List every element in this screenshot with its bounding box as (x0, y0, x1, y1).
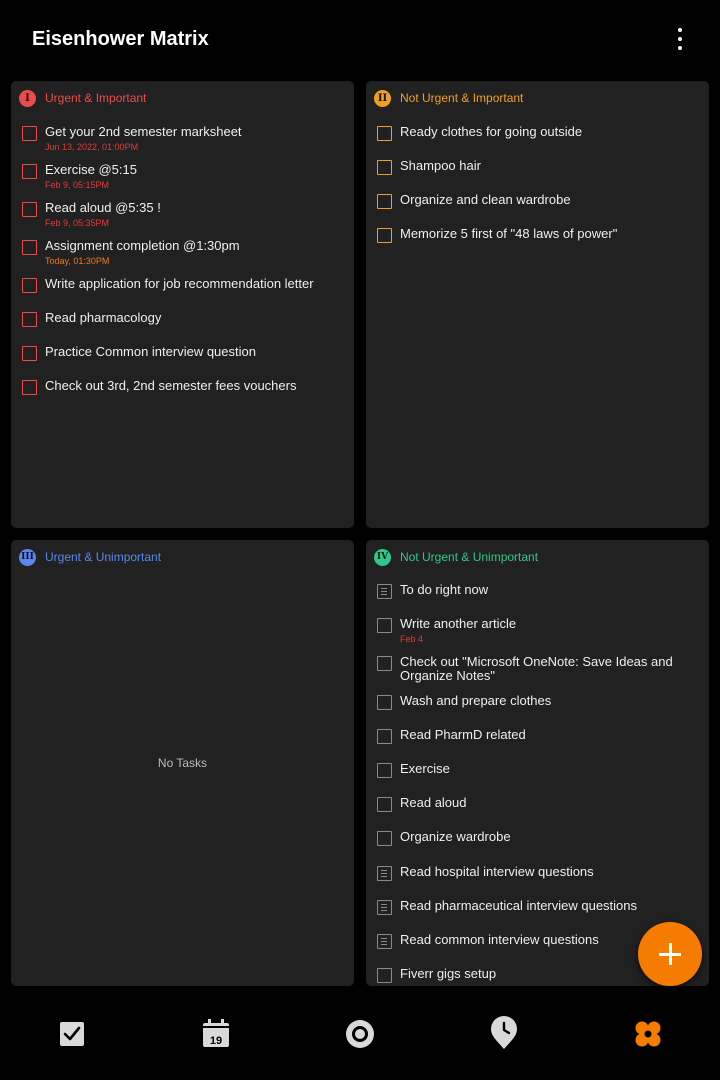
task-title: Check out 3rd, 2nd semester fees vouchers (45, 378, 297, 393)
task-checkbox[interactable] (22, 164, 37, 179)
task-title: Read aloud @5:35 ! (45, 200, 161, 215)
task-checkbox[interactable] (377, 656, 392, 671)
task-item[interactable] (377, 694, 699, 712)
app-title: Eisenhower Matrix (32, 28, 209, 50)
quadrant-header (374, 548, 538, 566)
task-checkbox[interactable] (377, 194, 392, 209)
task-checkbox[interactable] (377, 160, 392, 175)
task-checkbox[interactable] (22, 312, 37, 327)
task-item[interactable] (377, 830, 699, 848)
task-item[interactable] (22, 345, 344, 363)
note-icon[interactable] (377, 934, 392, 949)
task-checkbox[interactable] (377, 831, 392, 846)
task-item[interactable] (22, 379, 344, 397)
task-item[interactable] (377, 728, 699, 746)
task-checkbox[interactable] (22, 278, 37, 293)
task-item[interactable] (377, 125, 699, 143)
task-item[interactable] (377, 796, 699, 814)
more-options-icon[interactable] (666, 24, 694, 54)
task-item[interactable] (377, 227, 699, 245)
task-item[interactable] (22, 239, 344, 269)
task-item[interactable] (22, 125, 344, 155)
task-item[interactable] (377, 899, 699, 917)
check-square-icon[interactable] (52, 1014, 92, 1054)
quadrant-header (19, 548, 161, 566)
task-checkbox[interactable] (22, 126, 37, 141)
task-checkbox[interactable] (22, 346, 37, 361)
task-date: Jun 13, 2022, 01:00PM (45, 142, 139, 152)
calendar-day-label: 19 (209, 1035, 223, 1047)
task-title: Fiverr gigs setup (400, 966, 497, 981)
task-item[interactable] (377, 193, 699, 211)
task-title: Practice Common interview question (45, 344, 256, 359)
task-title: Read pharmacology (45, 310, 162, 325)
quadrant-title: Not Urgent & Unimportant (400, 550, 539, 564)
task-title: Shampoo hair (400, 158, 481, 173)
task-title: Read pharmaceutical interview questions (400, 898, 638, 913)
task-date: Feb 4 (400, 634, 424, 644)
task-title: Ready clothes for going outside (400, 124, 583, 139)
quadrant-2-badge: II (374, 90, 391, 107)
task-checkbox[interactable] (377, 968, 392, 983)
task-checkbox[interactable] (377, 729, 392, 744)
task-checkbox[interactable] (377, 618, 392, 633)
matrix-icon[interactable] (628, 1014, 668, 1054)
app-bar (0, 0, 720, 80)
task-item[interactable] (22, 311, 344, 329)
task-checkbox[interactable] (22, 202, 37, 217)
task-item[interactable] (22, 201, 344, 231)
task-title: Organize and clean wardrobe (400, 192, 571, 207)
quadrant-4-badge: IV (374, 549, 391, 566)
note-icon[interactable] (377, 584, 392, 599)
task-title: Read PharmD related (400, 727, 526, 742)
bottom-navigation (0, 994, 720, 1080)
task-checkbox[interactable] (377, 126, 392, 141)
quadrant-title: Urgent & Unimportant (45, 550, 162, 564)
calendar-icon[interactable] (196, 1014, 236, 1054)
quadrant-header (374, 89, 523, 107)
task-title: Exercise @5:15 (45, 162, 137, 177)
note-icon[interactable] (377, 900, 392, 915)
task-item[interactable] (377, 583, 699, 601)
quadrant-1-badge: I (19, 90, 36, 107)
task-title: Organize wardrobe (400, 829, 511, 844)
task-item[interactable] (377, 617, 699, 647)
quadrant-title: Urgent & Important (45, 91, 147, 105)
task-item[interactable] (377, 762, 699, 780)
quadrant-3-badge: III (19, 549, 36, 566)
task-date: Feb 9, 05:15PM (45, 180, 110, 190)
note-icon[interactable] (377, 866, 392, 881)
task-title: Read common interview questions (400, 932, 599, 947)
clock-pin-icon[interactable] (484, 1014, 524, 1054)
task-title: Memorize 5 first of "48 laws of power" (400, 226, 618, 241)
task-item[interactable] (22, 163, 344, 193)
task-title: Assignment completion @1:30pm (45, 238, 240, 253)
empty-state-text: No Tasks (157, 756, 208, 770)
circle-target-icon[interactable] (340, 1014, 380, 1054)
task-title: Wash and prepare clothes (400, 693, 552, 708)
quadrant-not-urgent-important[interactable] (366, 81, 709, 528)
task-title: Read aloud (400, 795, 467, 810)
task-title: Check out "Microsoft OneNote: Save Ideas and Organize Notes" (400, 654, 673, 683)
task-item[interactable] (22, 277, 344, 295)
quadrant-header (19, 89, 146, 107)
task-checkbox[interactable] (377, 763, 392, 778)
task-date: Today, 01:30PM (45, 256, 110, 266)
task-checkbox[interactable] (22, 380, 37, 395)
task-item[interactable] (377, 159, 699, 177)
task-date: Feb 9, 05:35PM (45, 218, 110, 228)
task-item[interactable] (377, 655, 699, 685)
quadrant-urgent-important[interactable] (11, 81, 354, 528)
task-item[interactable] (377, 865, 699, 883)
task-checkbox[interactable] (377, 228, 392, 243)
quadrant-not-urgent-unimportant[interactable] (366, 540, 709, 986)
task-checkbox[interactable] (377, 797, 392, 812)
task-title: Exercise (400, 761, 450, 776)
task-title: Write another article (400, 616, 517, 631)
task-checkbox[interactable] (377, 695, 392, 710)
task-title: Get your 2nd semester marksheet (45, 124, 242, 139)
task-title: To do right now (400, 582, 489, 597)
quadrant-title: Not Urgent & Important (400, 91, 524, 105)
task-title: Write application for job recommendation letter (45, 276, 314, 291)
add-task-button[interactable] (638, 922, 702, 986)
quadrant-urgent-unimportant[interactable] (11, 540, 354, 986)
task-title: Read hospital interview questions (400, 864, 594, 879)
task-checkbox[interactable] (22, 240, 37, 255)
